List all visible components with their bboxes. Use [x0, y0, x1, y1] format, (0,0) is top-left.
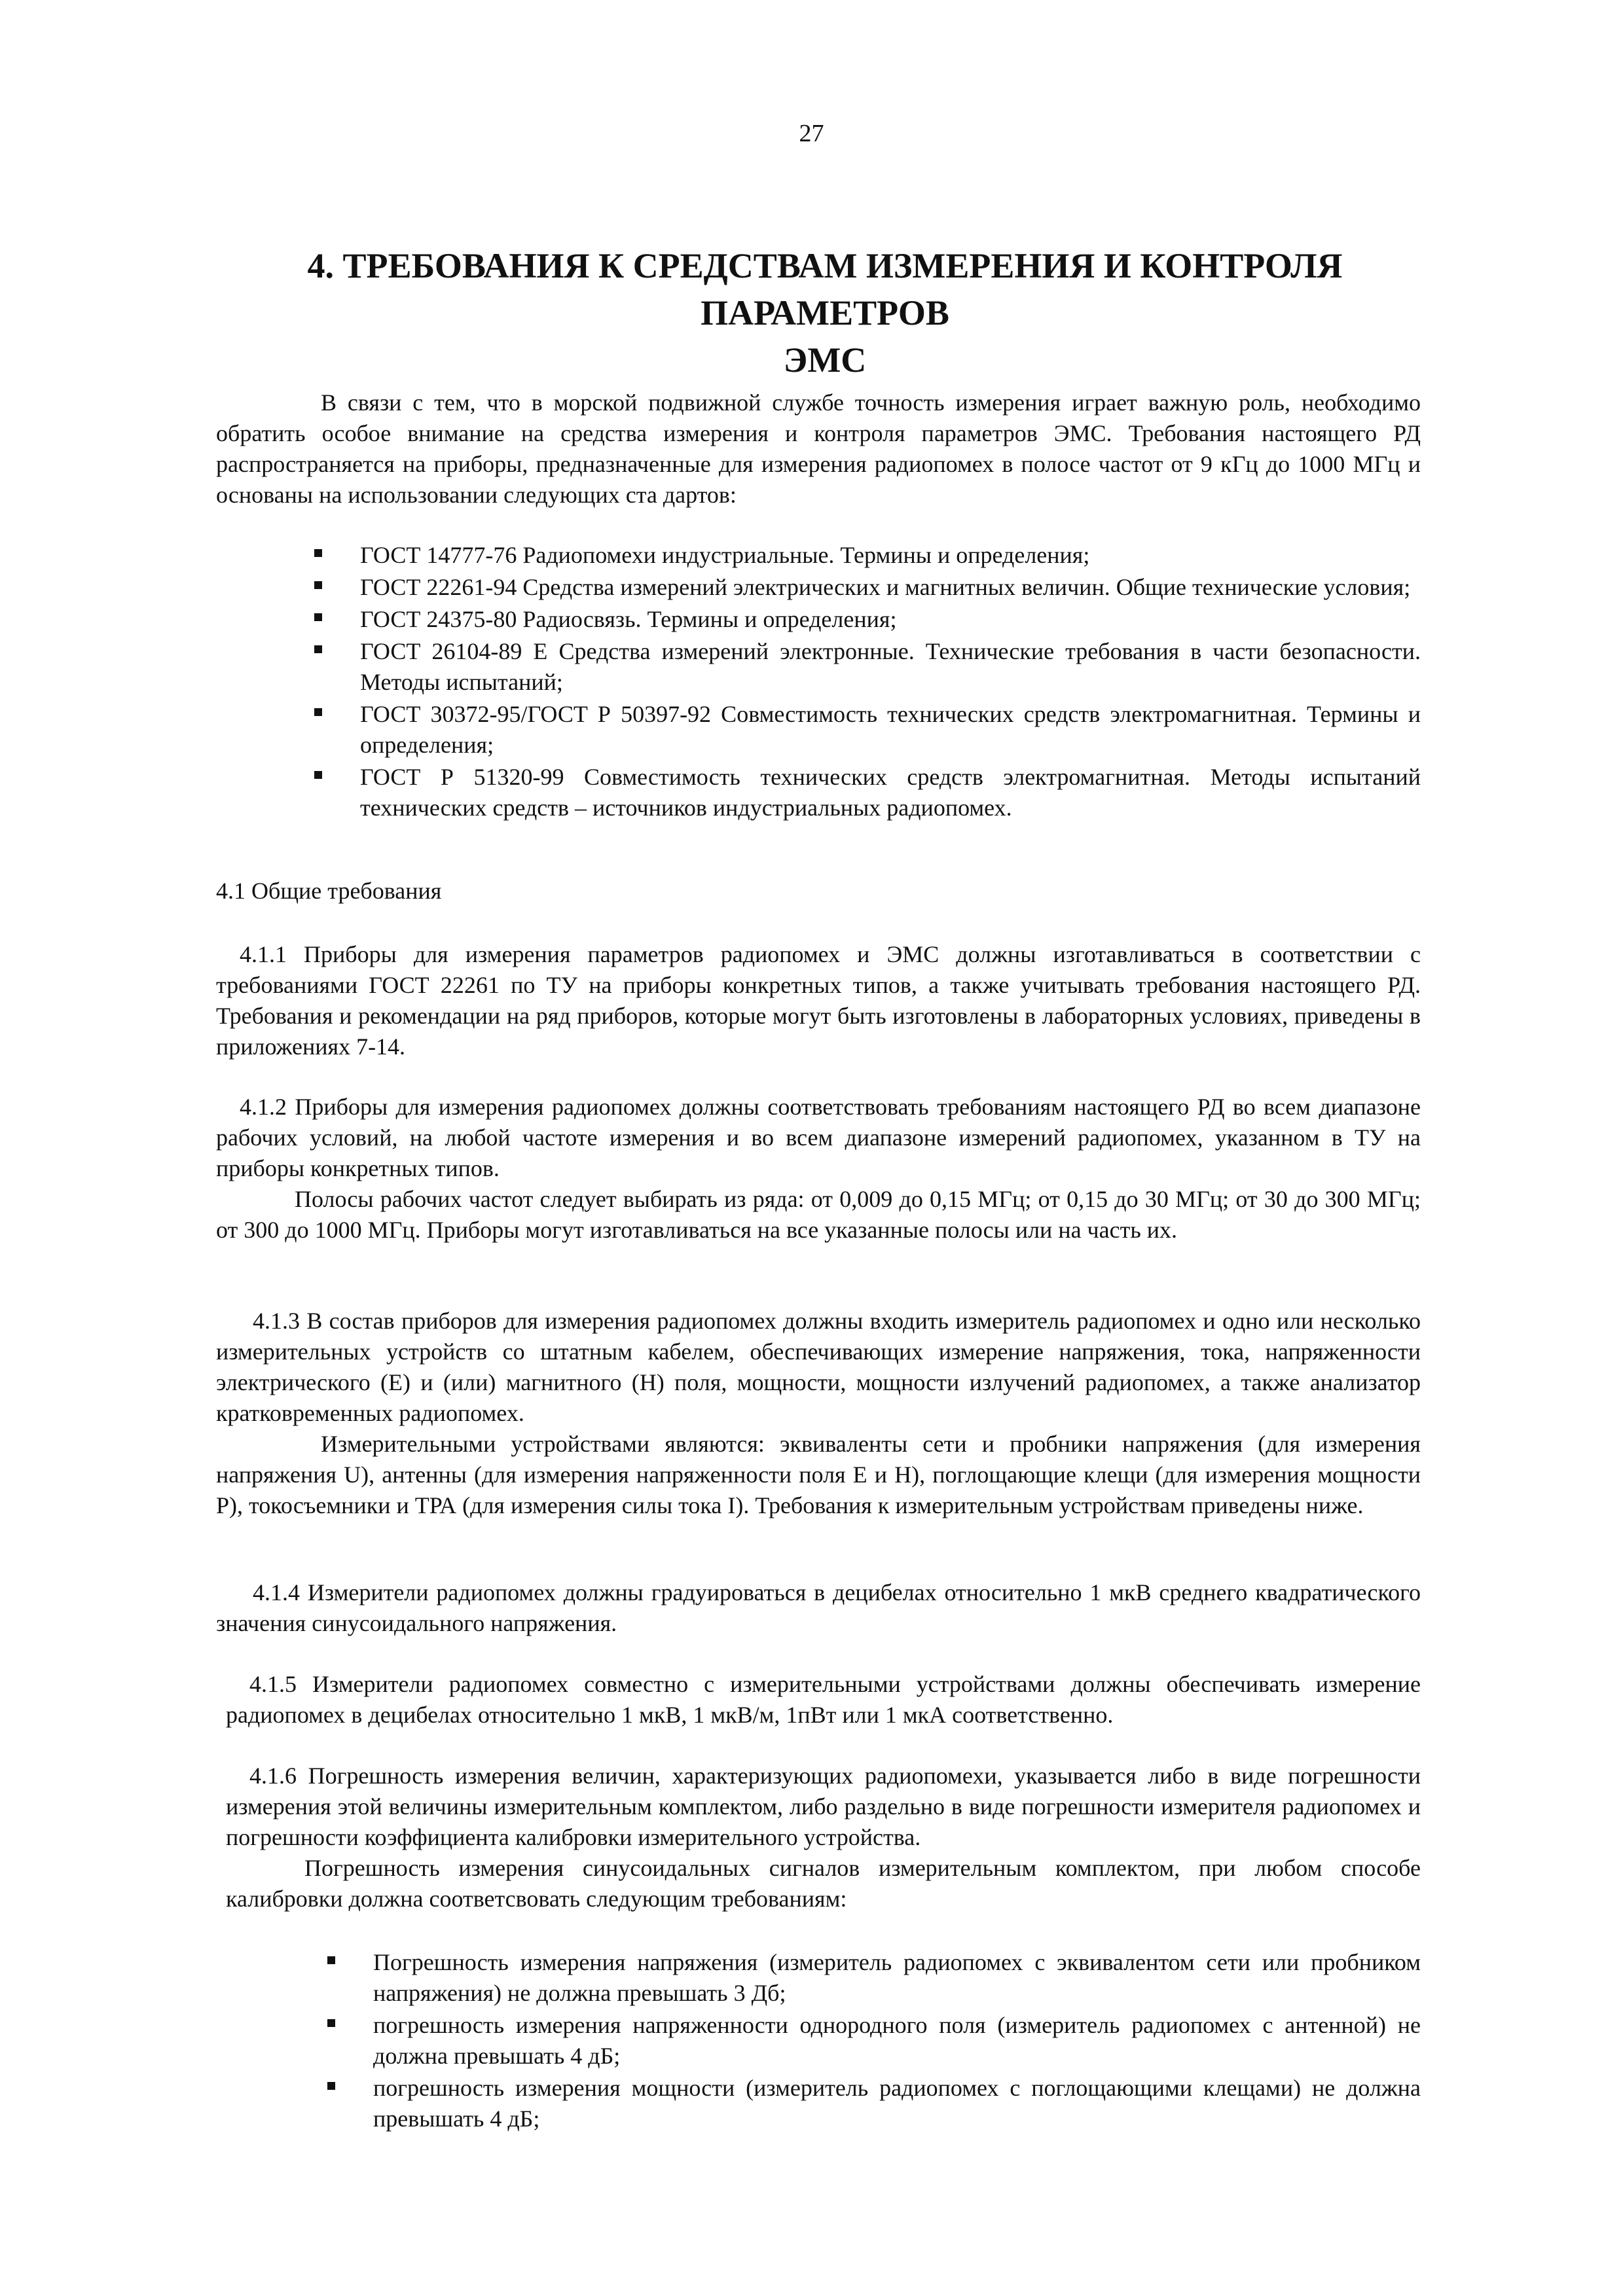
- paragraph-4-1-6: 4.1.6 Погрешность измерения величин, характеризующих радиопомехи, указывается либо в виде погрешности измерения этой величины измерительным комплектом, либо раздельно в виде погрешности измерителя радиопомех и погрешности коэффициента калибровки измерительного устройства. Погрешность измерения синусоидальных сигналов измерительным комплектом, при любом способе калибровки должна соответсвовать следующим требованиям:: [226, 1763, 1421, 1912]
- subsection-title: 4.1 Общие требования: [216, 878, 442, 904]
- list-item: ГОСТ 30372-95/ГОСТ Р 50397-92 Совместимость технических средств электромагнитная. Термины и определения;: [314, 699, 1421, 761]
- heading-line-1: 4. ТРЕБОВАНИЯ К СРЕДСТВАМ ИЗМЕРЕНИЯ И КОНТРОЛЯ ПАРАМЕТРОВ: [307, 246, 1343, 332]
- standards-list: [314, 540, 1421, 825]
- paragraph-4-1-3: 4.1.3 В состав приборов для измерения радиопомех должны входить измеритель радиопомех и одно или несколько измерительных устройств со штатным кабелем, обеспечивающих измерение напряжения, тока, напряженности электрического (Е) и (или) магнитного (Н) поля, мощности, мощности излучений радиопомех, а также анализатор кратковременных радиопомех. Измерительными устройствами являются: эквиваленты сети и пробники напряжения (для измерения напряжения U), антенны (для измерения напряженности поля Е и Н), поглощающие клещи (для измерения мощности Р), токосъемники и ТРА (для измерения силы тока I). Требования к измерительным устройствам приведены ниже.: [216, 1308, 1421, 1518]
- section-heading: [196, 242, 1453, 384]
- list-item: ГОСТ 22261-94 Средства измерений электрических и магнитных величин. Общие технические условия;: [314, 572, 1421, 603]
- list-item: ГОСТ 26104-89 Е Средства измерений электронные. Технические требования в части безопасности. Методы испытаний;: [314, 636, 1421, 698]
- bullet-icon: [314, 645, 322, 653]
- bullet-icon: [327, 2082, 335, 2090]
- list-item: погрешность измерения напряженности однородного поля (измеритель радиопомех с антенной) не должна превышать 4 дБ;: [327, 2010, 1421, 2072]
- paragraph-4-1-1: 4.1.1 Приборы для измерения параметров радиопомех и ЭМС должны изготавливаться в соответствии с требованиями ГОСТ 22261 по ТУ на приборы конкретных типов, а также учитывать требования настоящего РД. Требования и рекомендации на ряд приборов, которые могут быть изготовлены в лабораторных условиях, приведены в приложениях 7-14.: [216, 941, 1421, 1060]
- heading-line-2: ЭМС: [783, 340, 867, 380]
- bullet-icon: [327, 1956, 335, 1964]
- bullet-icon: [314, 771, 322, 779]
- list-item: ГОСТ 24375-80 Радиосвязь. Термины и определения;: [314, 604, 1421, 635]
- list-item: ГОСТ Р 51320-99 Совместимость технических средств электромагнитная. Методы испытаний технических средств – источников индустриальных радиопомех.: [314, 762, 1421, 823]
- paragraph-4-1-5: 4.1.5 Измерители радиопомех совместно с измерительными устройствами должны обеспечивать измерение радиопомех в децибелах относительно 1 мкВ, 1 мкВ/м, 1пВт или 1 мкА соответственно.: [226, 1671, 1421, 1728]
- list-item: ГОСТ 14777-76 Радиопомехи индустриальные. Термины и определения;: [314, 540, 1421, 571]
- error-requirements-list: [327, 1947, 1421, 2136]
- list-item: погрешность измерения мощности (измеритель радиопомех с поглощающими клещами) не должна превышать 4 дБ;: [327, 2073, 1421, 2134]
- bullet-icon: [314, 613, 322, 621]
- intro-text: В связи с тем, что в морской подвижной службе точность измерения играет важную роль, необходимо обратить особое внимание на средства измерения и контроля параметров ЭМС. Требования настоящего РД распространяется на приборы, предназначенные для измерения радиопомех в полосе частот от 9 кГц до 1000 МГц и основаны на использовании следующих ста дартов:: [216, 389, 1421, 508]
- bullet-icon: [327, 2019, 335, 2027]
- bullet-icon: [314, 708, 322, 716]
- list-item: Погрешность измерения напряжения (измеритель радиопомех с эквивалентом сети или пробником напряжения) не должна превышать 3 Дб;: [327, 1947, 1421, 2009]
- paragraph-4-1-4: 4.1.4 Измерители радиопомех должны градуироваться в децибелах относительно 1 мкВ среднего квадратического значения синусоидального напряжения.: [216, 1579, 1421, 1636]
- page-number: 27: [799, 120, 824, 147]
- paragraph-4-1-2: 4.1.2 Приборы для измерения радиопомех должны соответствовать требованиям настоящего РД во всем диапазоне рабочих условий, на любой частоте измерения и во всем диапазоне измерений радиопомех, указанном в ТУ на приборы конкретных типов. Полосы рабочих частот следует выбирать из ряда: от 0,009 до 0,15 МГц; от 0,15 до 30 МГц; от 30 до 300 МГц; от 300 до 1000 МГц. Приборы могут изготавливаться на все указанные полосы или на часть их.: [216, 1094, 1421, 1243]
- bullet-icon: [314, 581, 322, 589]
- intro-paragraph: [216, 387, 1421, 511]
- bullet-icon: [314, 549, 322, 557]
